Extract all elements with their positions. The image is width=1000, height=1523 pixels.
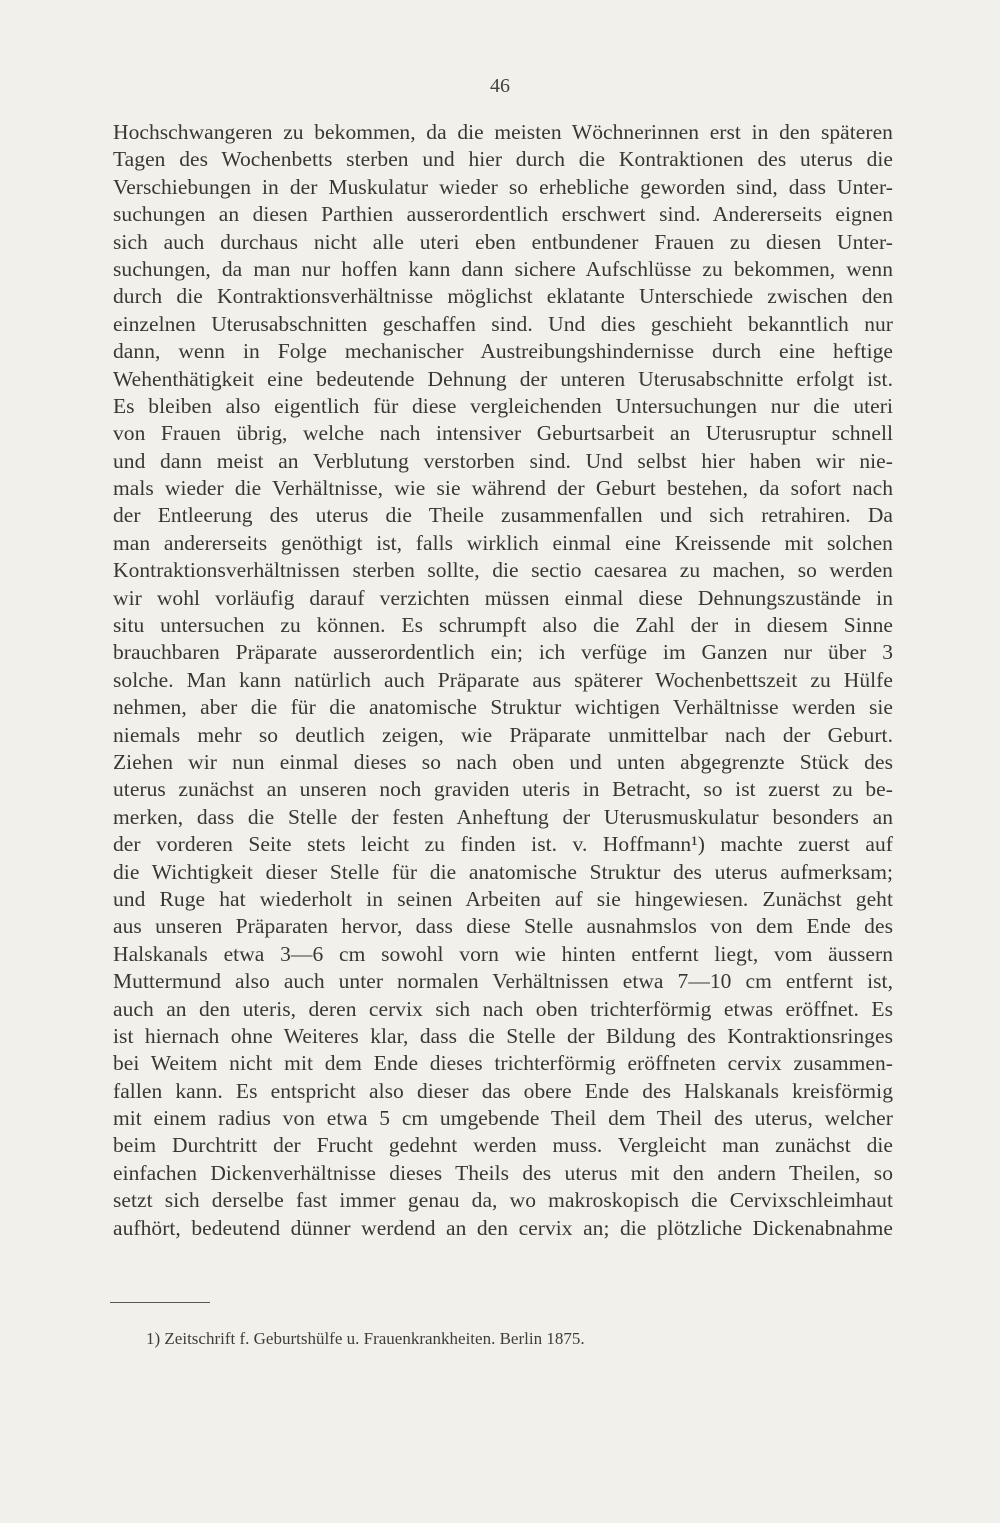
text-line: Verschiebungen in der Muskulatur wieder so erhebliche geworden sind, dass Unter-	[113, 174, 893, 199]
text-line: Ziehen wir nun einmal dieses so nach oben und unten abgegrenzte Stück des	[113, 749, 893, 774]
text-line: Halskanals etwa 3—6 cm sowohl vorn wie hinten entfernt liegt, vom äussern	[113, 941, 893, 966]
text-line: der Entleerung des uterus die Theile zusammenfallen und sich retrahiren. Da	[113, 503, 893, 528]
footnote: 1) Zeitschrift f. Geburtshülfe u. Frauenkrankheiten. Berlin 1875.	[146, 1329, 585, 1348]
text-line: wir wohl vorläufig darauf verzichten müssen einmal diese Dehnungszustände in	[113, 585, 893, 610]
text-line: situ untersuchen zu können. Es schrumpft also die Zahl der in diesem Sinne	[113, 613, 893, 638]
text-line: dann, wenn in Folge mechanischer Austreibungshindernisse durch eine heftige	[113, 339, 893, 364]
text-line: beim Durchtritt der Frucht gedehnt werden muss. Vergleicht man zunächst die	[113, 1133, 893, 1158]
text-line: Kontraktionsverhältnissen sterben sollte, die sectio caesarea zu machen, so werden	[113, 558, 893, 583]
text-line: einfachen Dickenverhältnisse dieses Theils des uterus mit den andern Theilen, so	[113, 1160, 893, 1185]
text-line: Es bleiben also eigentlich für diese vergleichenden Untersuchungen nur die uteri	[113, 393, 893, 418]
text-line: uterus zunächst an unseren noch graviden uteris in Betracht, so ist zuerst zu be-	[113, 777, 893, 802]
text-line: fallen kann. Es entspricht also dieser das obere Ende des Halskanals kreisförmig	[113, 1078, 893, 1103]
text-line: Wehenthätigkeit eine bedeutende Dehnung der unteren Uterusabschnitte erfolgt ist.	[113, 366, 893, 391]
text-line: suchungen, da man nur hoffen kann dann sichere Aufschlüsse zu bekommen, wenn	[113, 256, 893, 281]
text-line: die Wichtigkeit dieser Stelle für die anatomische Struktur des uterus aufmerksam;	[113, 859, 893, 884]
text-line: und Ruge hat wiederholt in seinen Arbeiten auf sie hingewiesen. Zunächst geht	[113, 886, 893, 911]
text-line: aufhört, bedeutend dünner werdend an den cervix an; die plötzliche Dickenabnahme	[113, 1215, 893, 1240]
text-line: Hochschwangeren zu bekommen, da die meisten Wöchnerinnen erst in den späteren	[113, 120, 893, 144]
text-line: mals wieder die Verhältnisse, wie sie während der Geburt bestehen, da sofort nach	[113, 476, 893, 501]
text-line: von Frauen übrig, welche nach intensiver Geburtsarbeit an Uterusruptur schnell	[113, 421, 893, 446]
text-line: suchungen an diesen Parthien ausserordentlich erschwert sind. Andererseits eignen	[113, 202, 893, 227]
body-text	[113, 119, 893, 1242]
text-line: mit einem radius von etwa 5 cm umgebende Theil dem Theil des uterus, welcher	[113, 1106, 893, 1131]
text-line: bei Weitem nicht mit dem Ende dieses trichterförmig eröffneten cervix zusammen-	[113, 1051, 893, 1076]
text-line: Tagen des Wochenbetts sterben und hier durch die Kontraktionen des uterus die	[113, 147, 893, 172]
page-number: 46	[490, 75, 510, 97]
text-line: solche. Man kann natürlich auch Präparate aus späterer Wochenbettszeit zu Hülfe	[113, 667, 893, 692]
text-line: ist hiernach ohne Weiteres klar, dass die Stelle der Bildung des Kontraktionsringes	[113, 1023, 893, 1048]
text-line: Muttermund also auch unter normalen Verhältnissen etwa 7—10 cm entfernt ist,	[113, 969, 893, 994]
text-line: merken, dass die Stelle der festen Anheftung der Uterusmuskulatur besonders an	[113, 804, 893, 829]
text-line: setzt sich derselbe fast immer genau da, wo makroskopisch die Cervixschleimhaut	[113, 1188, 893, 1213]
text-line: und dann meist an Verblutung verstorben sind. Und selbst hier haben wir nie-	[113, 448, 893, 473]
text-line: einzelnen Uterusabschnitten geschaffen sind. Und dies geschieht bekanntlich nur	[113, 311, 893, 336]
text-line: brauchbaren Präparate ausserordentlich ein; ich verfüge im Ganzen nur über 3	[113, 640, 893, 665]
text-line: niemals mehr so deutlich zeigen, wie Präparate unmittelbar nach der Geburt.	[113, 722, 893, 747]
footnote-divider	[110, 1302, 210, 1303]
text-line: aus unseren Präparaten hervor, dass diese Stelle ausnahmslos von dem Ende des	[113, 914, 893, 939]
text-line: durch die Kontraktionsverhältnisse möglichst eklatante Unterschiede zwischen den	[113, 284, 893, 309]
text-line: der vorderen Seite stets leicht zu finden ist. v. Hoffmann¹) machte zuerst auf	[113, 832, 893, 857]
text-line: nehmen, aber die für die anatomische Struktur wichtigen Verhältnisse werden sie	[113, 695, 893, 720]
text-line: sich auch durchaus nicht alle uteri eben entbundener Frauen zu diesen Unter-	[113, 229, 893, 254]
text-line: auch an den uteris, deren cervix sich nach oben trichterförmig etwas eröffnet. Es	[113, 996, 893, 1021]
text-line: man andererseits genöthigt ist, falls wirklich einmal eine Kreissende mit solchen	[113, 530, 893, 555]
